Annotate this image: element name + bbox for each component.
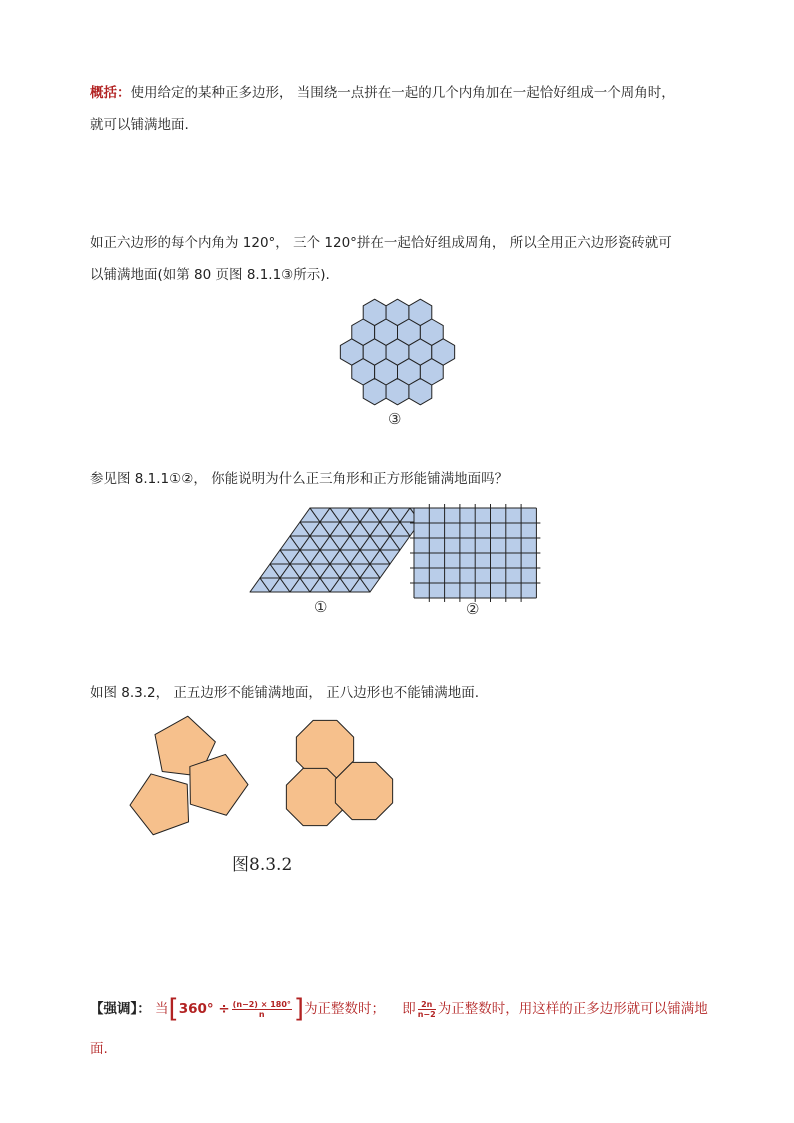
fraction-sides-numerator: 2n xyxy=(418,1000,436,1010)
figure-8-3-2-caption: 图8.3.2 xyxy=(232,855,293,875)
hexagon-tiling-figure xyxy=(335,296,460,408)
summary-line2: 就可以铺满地面. xyxy=(90,117,189,133)
emphasis-expr-360: 360° ÷ xyxy=(178,1001,230,1017)
pentagon-tile xyxy=(190,754,248,815)
summary-line1: 使用给定的某种正多边形， 当围绕一点拼在一起的几个内角加在一起恰好组成一个周角时， xyxy=(130,85,675,101)
pentagon-arrangement-figure xyxy=(125,710,255,840)
emphasis-line2: 面. xyxy=(90,1041,108,1057)
emphasis-part4: 为正整数时，用这样的正多边形就可以铺满地 xyxy=(437,1001,708,1017)
hexagon-figure-caption: ③ xyxy=(388,410,402,428)
emphasis-line1 xyxy=(90,994,730,1024)
fraction-angle-denominator: n xyxy=(258,1009,265,1019)
emphasis-label: 【强调】： xyxy=(90,1001,151,1017)
square-figure-caption: ② xyxy=(466,600,480,618)
right-bracket: ] xyxy=(293,994,305,1024)
summary-label: 概括： xyxy=(90,85,131,101)
square-tiling-figure xyxy=(410,504,542,596)
triangle-figure-caption: ① xyxy=(314,598,328,616)
fraction-angle xyxy=(232,1000,292,1019)
triangle-square-question: 参见图 8.1.1①②， 你能说明为什么正三角形和正方形能铺满地面吗？ xyxy=(90,471,509,487)
fraction-sides xyxy=(418,1000,436,1019)
octagon-arrangement-figure xyxy=(282,716,394,830)
emphasis-part2: 为正整数时； xyxy=(304,1001,386,1017)
emphasis-part1: 当 xyxy=(155,1001,169,1017)
hexagon-paragraph-line1: 如正六边形的每个内角为 120°， 三个 120°拼在一起恰好组成周角， 所以全用正六边形瓷砖就可 xyxy=(90,235,672,251)
triangle-tiling-figure xyxy=(250,508,400,592)
fraction-sides-denominator: n−2 xyxy=(417,1009,436,1019)
summary-paragraph xyxy=(90,82,730,104)
pentagon-octagon-statement: 如图 8.3.2， 正五边形不能铺满地面， 正八边形也不能铺满地面. xyxy=(90,685,480,701)
pentagon-tile xyxy=(130,774,189,835)
fraction-angle-numerator: (n−2) × 180° xyxy=(232,999,291,1009)
octagon-tile xyxy=(335,762,392,819)
left-bracket: [ xyxy=(168,994,179,1024)
emphasis-part3: 即 xyxy=(402,1001,416,1017)
hexagon-paragraph-line2: 以铺满地面(如第 80 页图 8.1.1③所示). xyxy=(90,267,330,283)
